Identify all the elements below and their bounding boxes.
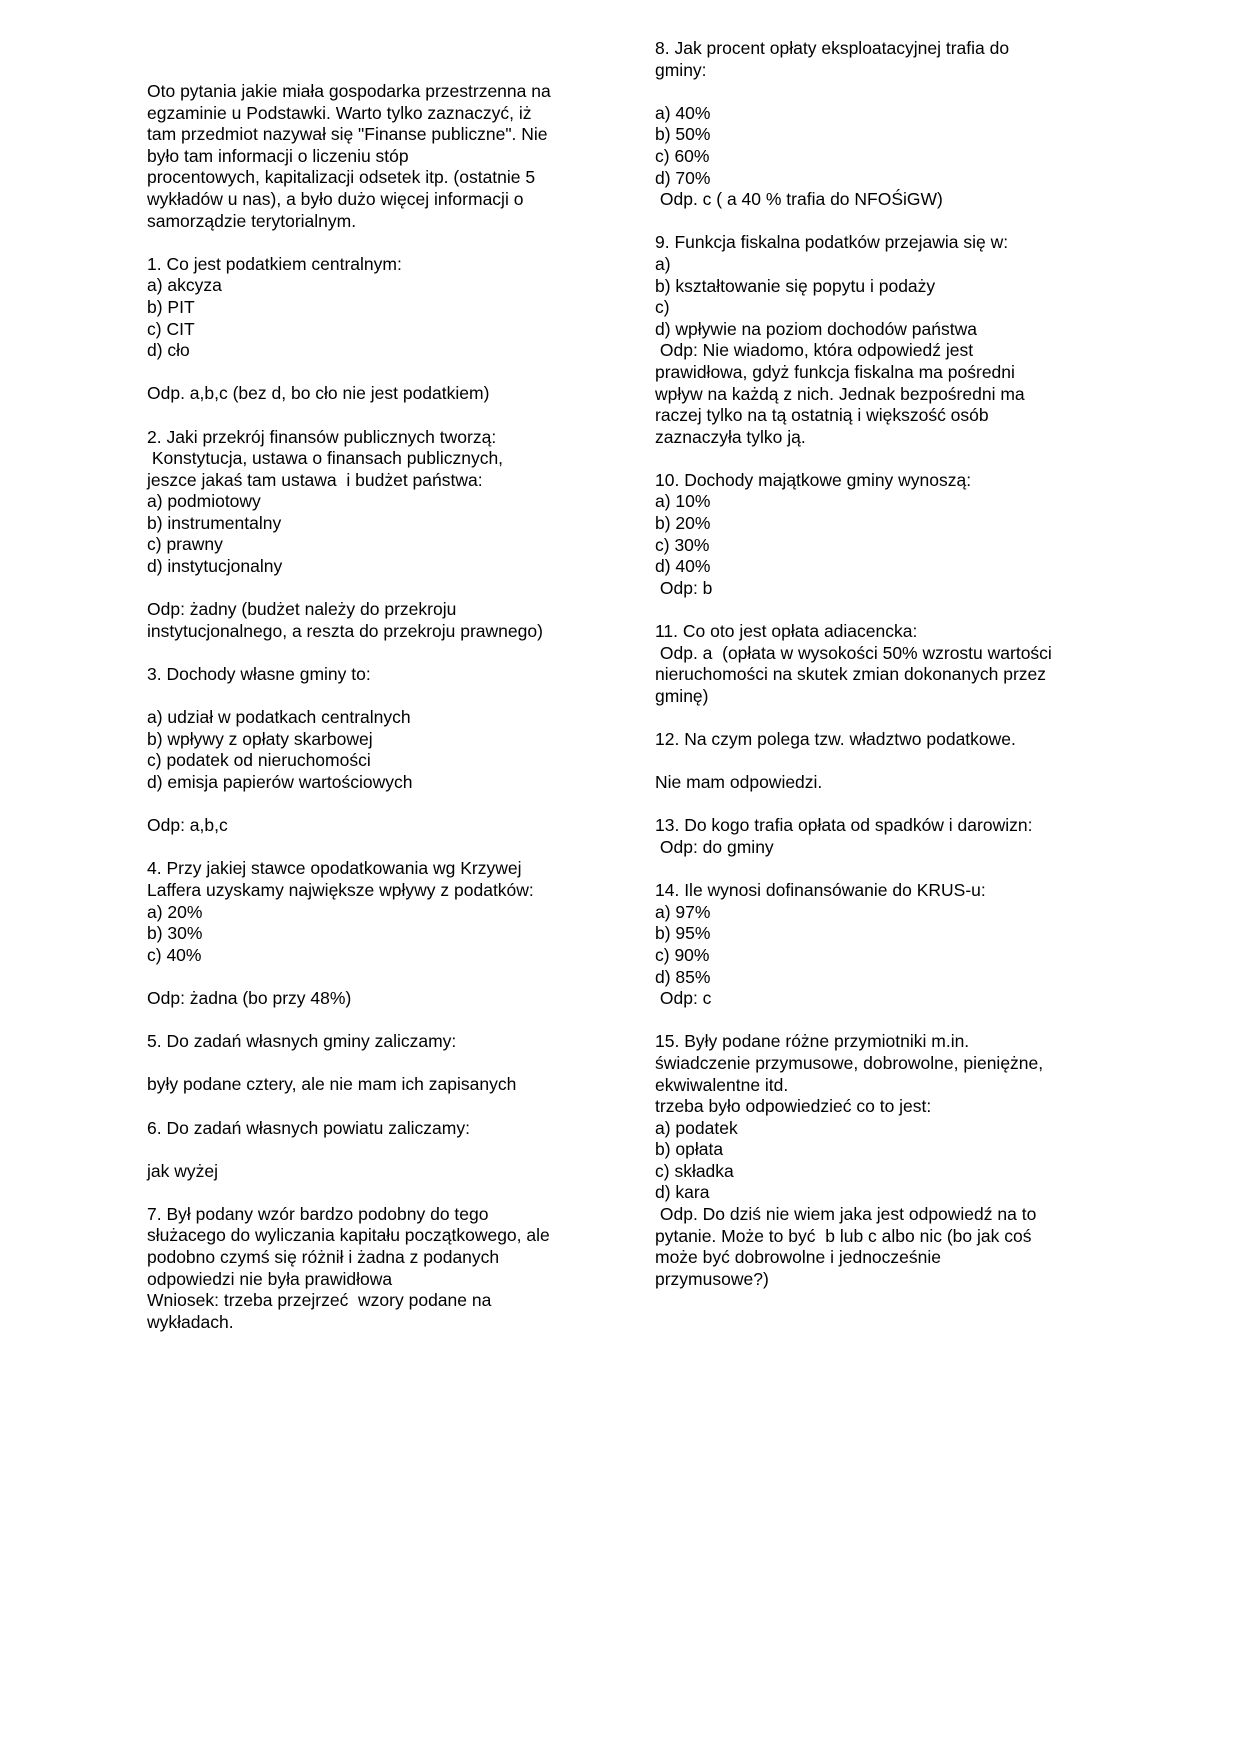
left-column-text-line: 6. Do zadań własnych powiatu zaliczamy: (147, 1117, 470, 1138)
left-column-text-line (147, 1053, 587, 1075)
left-column-text-line: instytucjonalnego, a reszta do przekroju prawnego) (147, 620, 543, 641)
left-column-text-line: c) CIT (147, 318, 195, 339)
right-column-text-line (655, 707, 1095, 729)
left-column-text-line: odpowiedzi nie była prawidłowa (147, 1268, 393, 1289)
right-column-text-line: a) podatek (655, 1117, 738, 1138)
left-column-text-line: a) udział w podatkach centralnych (147, 707, 411, 728)
right-column-text-line: a) (655, 253, 671, 274)
right-column-text-line: zaznaczyła tylko ją. (655, 426, 806, 447)
left-column-text-line: 7. Był podany wzór bardzo podobny do tego (147, 1203, 489, 1224)
left-column-text-line: służacego do wyliczania kapitału początkowego, ale (147, 1225, 550, 1246)
left-column-text-line: c) podatek od nieruchomości (147, 750, 371, 771)
right-column-text-line: 11. Co oto jest opłata adiacencka: (655, 621, 918, 642)
right-column-text-line: c) 90% (655, 944, 710, 965)
right-column-text-line: 13. Do kogo trafia opłata od spadków i darowizn: (655, 815, 1033, 836)
left-column-text-line (147, 578, 587, 600)
left-column-text-line: a) 20% (147, 901, 203, 922)
left-column-text-line (147, 837, 587, 859)
right-column-text-line: gminę) (655, 685, 709, 706)
right-column-text-line: c) składka (655, 1160, 734, 1181)
right-column-text-line: 10. Dochody majątkowe gminy wynoszą: (655, 469, 972, 490)
right-column-text-line: d) wpływie na poziom dochodów państwa (655, 318, 977, 339)
right-column-text-line: d) kara (655, 1182, 710, 1203)
left-column-text-line: 3. Dochody własne gminy to: (147, 664, 371, 685)
left-column-text-line (147, 1096, 587, 1118)
right-column-text-line (655, 794, 1095, 816)
left-column-text-line: 1. Co jest podatkiem centralnym: (147, 253, 402, 274)
right-column (655, 38, 1095, 1290)
left-column-text-line (147, 1139, 587, 1161)
right-column-text-line (655, 751, 1095, 773)
left-column-text-line: Oto pytania jakie miała gospodarka przestrzenna na (147, 81, 551, 101)
left-column-text-line: b) instrumentalny (147, 512, 282, 533)
right-column-text-line: Odp. c ( a 40 % trafia do NFOŚiGW) (655, 189, 943, 210)
left-column-text-line: Konstytucja, ustawa o finansach publicznych, (147, 448, 504, 469)
right-column-text-line (655, 211, 1095, 233)
right-column-text-line: c) (655, 297, 670, 318)
left-column-text-line (147, 686, 587, 708)
left-column-text-line: d) instytucjonalny (147, 556, 283, 577)
left-column-text-line: Odp: a,b,c (147, 815, 228, 836)
right-column-text-line: Odp: Nie wiadomo, która odpowiedź jest (655, 340, 974, 361)
left-column-text-line: Odp: żadny (budżet należy do przekroju (147, 599, 457, 620)
left-column-text-line: Wniosek: trzeba przejrzeć wzory podane na (147, 1290, 492, 1311)
left-column-text-line (147, 794, 587, 816)
left-column-text-line (147, 232, 587, 254)
right-column-text-line (655, 1010, 1095, 1032)
left-column-text-line: samorządzie terytorialnym. (147, 210, 357, 231)
right-column-text-line: b) kształtowanie się popytu i podaży (655, 275, 936, 296)
left-column-text-line: wykładach. (147, 1311, 234, 1332)
left-column-text-line: było tam informacji o liczeniu stóp (147, 145, 409, 166)
right-column-text-line: a) 10% (655, 491, 711, 512)
right-column-text-line (655, 81, 1095, 103)
left-column-text-line: były podane cztery, ale nie mam ich zapisanych (147, 1074, 517, 1095)
right-column-text-line: 8. Jak procent opłaty eksploatacyjnej trafia do (655, 38, 1010, 58)
left-column-text-line (147, 1010, 587, 1032)
left-column-text-line: b) wpływy z opłaty skarbowej (147, 728, 373, 749)
left-column-text-line (147, 362, 587, 384)
left-column-text-line: podobno czymś się różnił i żadna z podanych (147, 1247, 500, 1268)
left-column-text-line: jak wyżej (147, 1160, 218, 1181)
right-column-text-line: 14. Ile wynosi dofinansówanie do KRUS-u: (655, 880, 986, 901)
left-column-text-line: d) emisja papierów wartościowych (147, 772, 413, 792)
left-column-text-line: 5. Do zadań własnych gminy zaliczamy: (147, 1031, 457, 1052)
left-column-text-line: wykładów u nas), a było dużo więcej informacji o (147, 188, 524, 209)
left-column-text-line (147, 642, 587, 664)
right-column-text-line: trzeba było odpowiedzieć co to jest: (655, 1096, 932, 1117)
left-column-text-line: a) akcyza (147, 275, 222, 296)
right-column-text-line: Nie mam odpowiedzi. (655, 772, 823, 793)
right-column-text-line: 9. Funkcja fiskalna podatków przejawia się w: (655, 232, 1009, 253)
right-column-text-line: prawidłowa, gdyż funkcja fiskalna ma pośredni (655, 361, 1015, 382)
left-column-text-line: a) podmiotowy (147, 491, 261, 512)
left-column-text-line: d) cło (147, 340, 190, 361)
right-column-text-line: d) 40% (655, 556, 711, 577)
left-column-text-line: jeszce jakaś tam ustawa i budżet państwa: (147, 469, 483, 490)
right-column-text-line: d) 85% (655, 966, 711, 987)
right-column-text-line: 12. Na czym polega tzw. władztwo podatkowe. (655, 729, 1016, 749)
left-column-text-line: 4. Przy jakiej stawce opodatkowania wg Krzywej (147, 858, 522, 879)
left-column-text-line: b) PIT (147, 296, 195, 317)
right-column-text-line: 15. Były podane różne przymiotniki m.in. (655, 1031, 970, 1052)
left-column-text-line: Odp: żadna (bo przy 48%) (147, 987, 352, 1008)
right-column-text-line: d) 70% (655, 167, 711, 188)
right-column-text-line: Odp: b (655, 577, 713, 598)
left-column-text-line: b) 30% (147, 923, 203, 944)
left-column-text-line: procentowych, kapitalizacji odsetek itp. (ostatnie 5 (147, 167, 536, 188)
left-column-text-line: Odp. a,b,c (bez d, bo cło nie jest podatkiem) (147, 383, 490, 404)
right-column-text-line: a) 97% (655, 901, 711, 922)
right-column-text-line: nieruchomości na skutek zmian dokonanych przez (655, 664, 1047, 685)
left-column-text-line: 2. Jaki przekrój finansów publicznych tworzą: (147, 426, 497, 447)
right-column-text-line: b) opłata (655, 1139, 724, 1160)
right-column-text-line: świadczenie przymusowe, dobrowolne, pieniężne, (655, 1052, 1044, 1073)
right-column-text-line: b) 50% (655, 124, 711, 145)
right-column-text-line (655, 599, 1095, 621)
right-column-text-line: wpływ na każdą z nich. Jednak bezpośredni ma (655, 383, 1025, 404)
left-column-text-line (147, 1182, 587, 1204)
left-column (147, 81, 587, 1333)
left-column-text-line: Laffera uzyskamy największe wpływy z podatków: (147, 879, 534, 900)
right-column-text-line: Odp. a (opłata w wysokości 50% wzrostu wartości (655, 642, 1052, 663)
left-column-text-line: c) 40% (147, 944, 202, 965)
right-column-text-line: ekwiwalentne itd. (655, 1074, 789, 1095)
left-column-text-line (147, 966, 587, 988)
right-column-text-line: Odp. Do dziś nie wiem jaka jest odpowiedź na to (655, 1204, 1037, 1225)
right-column-text-line: pytanie. Może to być b lub c albo nic (bo jak coś (655, 1225, 1032, 1246)
right-column-text-line (655, 448, 1095, 470)
right-column-text-line: c) 60% (655, 145, 710, 166)
right-column-text-line: Odp: c (655, 988, 712, 1009)
left-column-text-line: egzaminie u Podstawki. Warto tylko zaznaczyć, iż (147, 102, 532, 123)
right-column-text-line: raczej tylko na tą ostatnią i większość osób (655, 405, 989, 426)
right-column-text-line: b) 20% (655, 513, 711, 534)
right-column-text-line: a) 40% (655, 102, 711, 123)
left-column-text-line (147, 405, 587, 427)
left-column-text-line: c) prawny (147, 534, 223, 555)
right-column-text-line: gminy: (655, 59, 707, 80)
right-column-text-line (655, 859, 1095, 881)
right-column-text-line: może być dobrowolne i jednocześnie (655, 1247, 941, 1268)
left-column-text-line: tam przedmiot nazywał się "Finanse publiczne". Nie (147, 124, 548, 145)
right-column-text-line: Odp: do gminy (655, 836, 774, 857)
right-column-text-line: c) 30% (655, 534, 710, 555)
right-column-text-line: b) 95% (655, 923, 711, 944)
right-column-text-line: przymusowe?) (655, 1268, 769, 1289)
